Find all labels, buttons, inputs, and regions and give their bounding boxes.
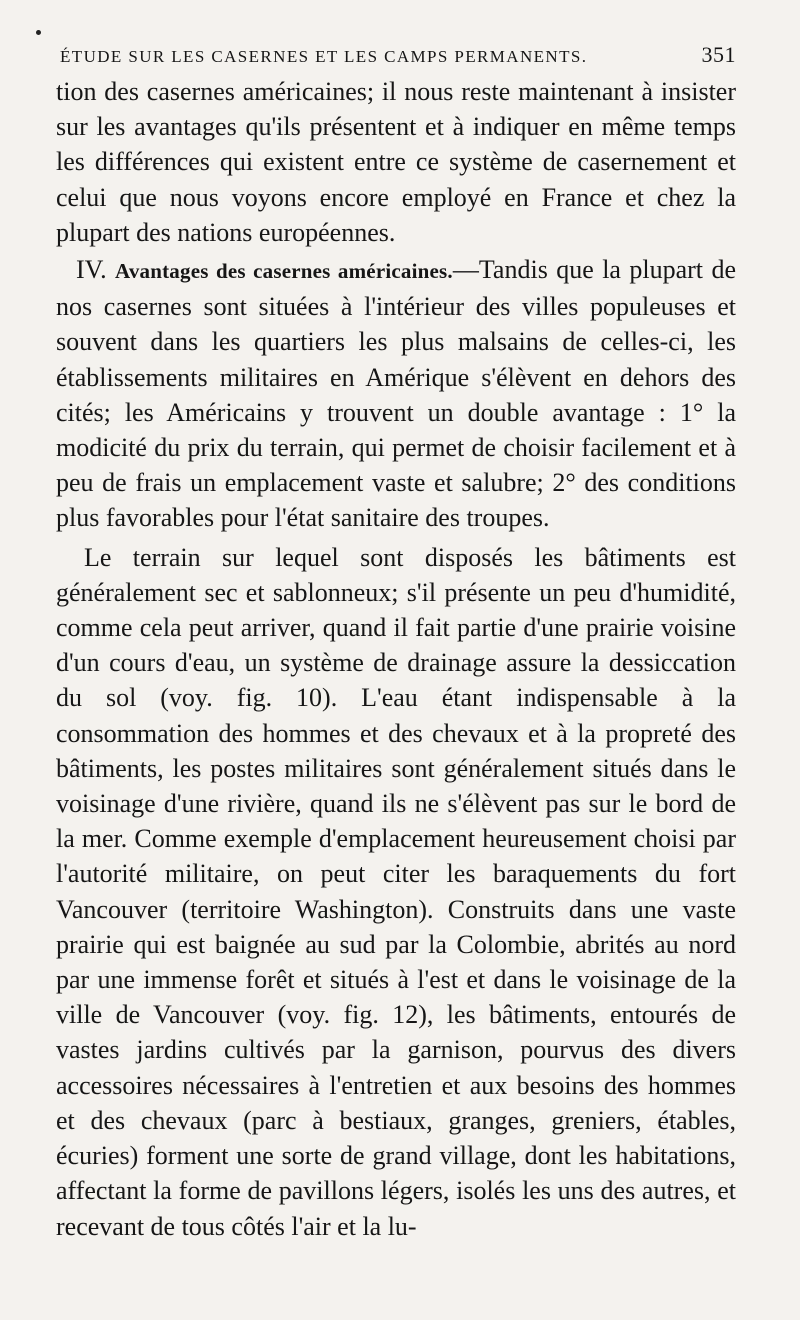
page-body — [56, 74, 736, 1244]
ink-speck — [36, 30, 41, 35]
section-heading: Avantages des casernes américaines. — [115, 259, 453, 284]
page-number: 351 — [701, 42, 736, 67]
paragraph: Le terrain sur lequel sont disposés les bâtiments est généralement sec et sablonneux; s'il présente un peu d'humidité, comme cela peut arriver, quand il fait partie d'une prairie voisine d'un cours d'eau, un système de drainage assure la dessiccation du sol (voy. fig. 10). L'eau étant indispensable à la consommation des hommes et des chevaux et à la propreté des bâtiments, les postes militaires sont généralement situés dans le voisinage d'une rivière, quand ils ne s'élèvent pas sur le bord de la mer. Comme exemple d'emplacement heureusement choisi par l'autorité militaire, on peut citer les baraquements du fort Vancouver (territoire Washington). Construits dans une vaste prairie qui est baignée au sud par la Colombie, abrités au nord par une immense forêt et situés à l'est et dans le voisinage de la ville de Vancouver (voy. fig. 12), les bâtiments, entourés de vastes jardins cultivés par la garnison, pourvus des divers accessoires nécessaires à l'entretien et aux besoins des hommes et des chevaux (parc à bestiaux, granges, greniers, étables, écuries) forment une sorte de grand village, dont les habitations, affectant la forme de pavillons légers, isolés les uns des autres, et recevant de tous côtés l'air et la lu- — [56, 542, 736, 1241]
section-number: IV. — [76, 255, 107, 285]
section-paragraph — [56, 252, 736, 536]
running-title: ÉTUDE SUR LES CASERNES ET LES CAMPS PERMANENTS. — [60, 47, 588, 66]
section-text: —Tandis que la plupart de nos casernes sont situées à l'intérieur des villes populeuses et souvent dans les quartiers les plus malsains de celles-ci, les établissements militaires en Amérique s'élèvent en dehors des cités; les Américains y trouvent un double avantage : 1° la modicité du prix du terrain, qui permet de choisir facilement et à peu de frais un emplacement vaste et salubre; 2° des conditions plus favorables pour l'état sanitaire des troupes. — [56, 255, 736, 533]
paragraph-continuation: tion des casernes américaines; il nous reste maintenant à insister sur les avantages qu'ils présentent et à indiquer en même temps les différences qui existent entre ce système de casernement et celui que nous voyons encore employé en France et chez la plupart des nations européennes. — [56, 77, 736, 247]
running-header — [60, 42, 736, 68]
